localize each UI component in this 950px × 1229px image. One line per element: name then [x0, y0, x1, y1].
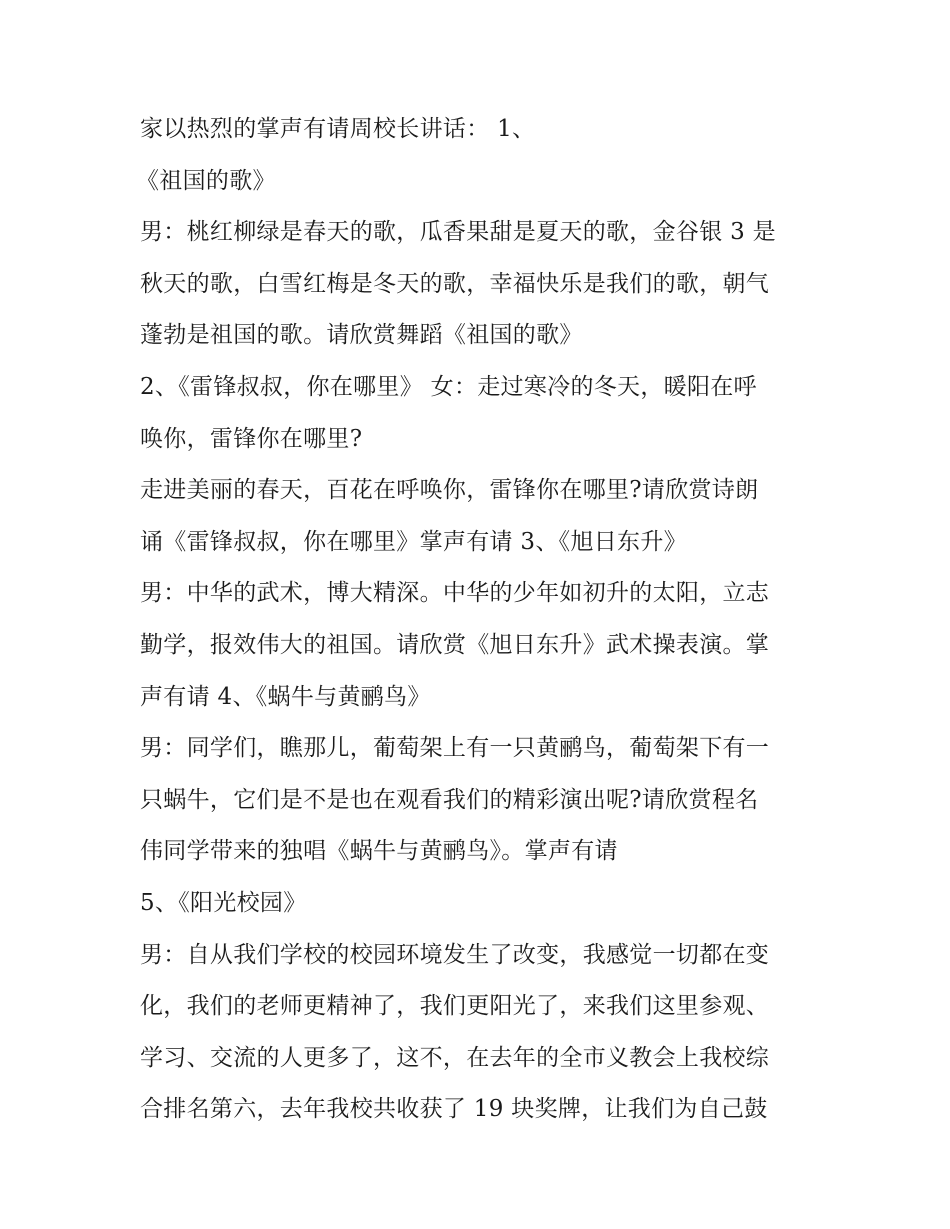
text-line: 合排名第六，去年我校共收获了 19 块奖牌，让我们为自己鼓: [140, 1096, 768, 1123]
text-line: 勤学，报效伟大的祖国。请欣赏《旭日东升》武术操表演。掌: [140, 631, 770, 658]
text-line: 伟同学带来的独唱《蜗牛与黄鹂鸟》。掌声有请: [140, 838, 618, 865]
text-line: 只蜗牛，它们是不是也在观看我们的精彩演出呢?请欣赏程名: [140, 786, 759, 813]
program-title: 《祖国的歌》: [136, 167, 276, 194]
document-body: [136, 104, 820, 1136]
text-line: 化，我们的老师更精神了，我们更阳光了，来我们这里参观、: [140, 993, 770, 1020]
text-line: 诵《雷锋叔叔，你在哪里》掌声有请 3、《旭日东升》: [140, 528, 687, 555]
text-line: 2、《雷锋叔叔，你在哪里》 女：走过寒冷的冬天，暖阳在呼: [140, 373, 757, 400]
text-line: 学习、交流的人更多了，这不，在去年的全市义教会上我校综: [140, 1044, 770, 1071]
text-line: 家以热烈的掌声有请周校长讲话： 1、: [140, 116, 536, 142]
program-title: 5、《阳光校园》: [140, 889, 307, 916]
text-line: 声有请 4、《蜗牛与黄鹂鸟》: [140, 683, 431, 710]
text-line: 男：中华的武术，博大精深。中华的少年如初升的太阳，立志: [140, 580, 770, 607]
text-line: 蓬勃是祖国的歌。请欣赏舞蹈《祖国的歌》: [140, 322, 583, 349]
text-line: 走进美丽的春天，百花在呼唤你，雷锋你在哪里?请欣赏诗朗: [140, 477, 759, 504]
text-line: 唤你，雷锋你在哪里?: [140, 425, 363, 452]
text-line: 男：桃红柳绿是春天的歌，瓜香果甜是夏天的歌，金谷银 3 是: [140, 219, 776, 246]
text-line: 男：同学们，瞧那儿，葡萄架上有一只黄鹂鸟，葡萄架下有一: [140, 735, 770, 762]
text-line: 秋天的歌，白雪红梅是冬天的歌，幸福快乐是我们的歌，朝气: [140, 270, 770, 297]
text-line: 男：自从我们学校的校园环境发生了改变，我感觉一切都在变: [140, 941, 770, 968]
